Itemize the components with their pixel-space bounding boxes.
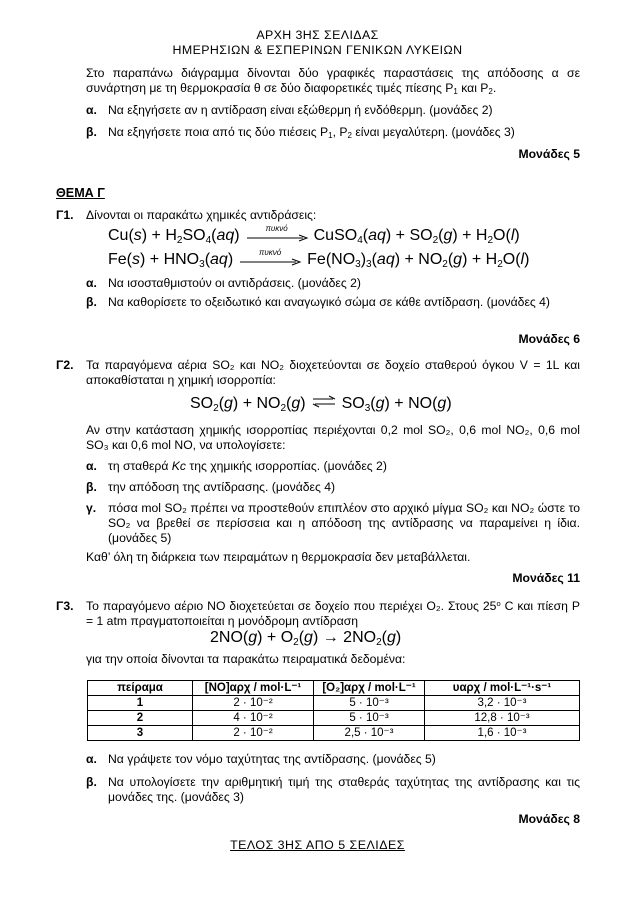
reaction-arrow-icon: [245, 234, 309, 242]
page-header-line2: ΗΜΕΡΗΣΙΩΝ & ΕΣΠΕΡΙΝΩΝ ΓΕΝΙΚΩΝ ΛΥΚΕΙΩΝ: [172, 43, 463, 57]
marks-g3: Μονάδες 8: [518, 812, 580, 826]
equation-equilibrium: $SO_2(g) + NO_2(g) SO_3(g) + NO(g)$: [190, 395, 452, 414]
g3-text2: για την οποία δίνονται τα παρακάτω πειραματικά δεδομένα:: [86, 652, 406, 666]
table-header-row: [88, 681, 580, 696]
g2-note: Καθ’ όλη τη διάρκεια των πειραμάτων η θερμοκρασία δεν μεταβάλλεται.: [86, 550, 471, 564]
page-header-line1: ΑΡΧΗ 3ΗΣ ΣΕΛΙΔΑΣ: [256, 28, 379, 42]
question-number-g2: Γ2.: [56, 358, 74, 372]
marks-g2: Μονάδες 11: [512, 571, 580, 585]
question-number-g1: Γ1.: [56, 208, 74, 222]
table-cell: 2,5 · 10⁻³: [314, 726, 425, 741]
theme-heading: ΘΕΜΑ Γ: [56, 186, 105, 200]
table-header-cell: υαρχ / mol·L⁻¹·s⁻¹: [425, 681, 580, 696]
table-cell: 5 · 10⁻³: [314, 711, 425, 726]
table-cell: 1: [88, 696, 193, 711]
g2-text: Τα παραγόμενα αέρια SO₂ και NO₂ διοχετεύονται σε δοχείο σταθερού όγκου V = 1L και αποκαθίσταται η χημική ισορροπία:: [86, 358, 580, 387]
table-cell: 3,2 · 10⁻³: [425, 696, 580, 711]
table-header-cell: [NO]αρχ / mol·L⁻¹: [193, 681, 314, 696]
arrow-condition: πυκνό: [265, 224, 288, 233]
g1-text: Δίνονται οι παρακάτω χημικές αντιδράσεις:: [86, 208, 317, 222]
question-number-g3: Γ3.: [56, 599, 74, 613]
marks-g1: Μονάδες 6: [518, 332, 580, 346]
page-footer: ΤΕΛΟΣ 3ΗΣ ΑΠΟ 5 ΣΕΛΙΔΕΣ: [230, 838, 405, 852]
g3-text: Το παραγόμενο αέριο NO διοχετεύεται σε δοχείο που περιέχει O₂. Στους 25$^o$ C και πίεση P = 1 atm πραγματοποιείται η μονόδρομη αντίδραση: [86, 599, 580, 628]
table-header-cell: [O₂]αρχ / mol·L⁻¹: [314, 681, 425, 696]
table-header-cell: πείραμα: [88, 681, 193, 696]
table-cell: 4 · 10⁻²: [193, 711, 314, 726]
arrow-icon: →: [322, 629, 339, 646]
table-cell: 2: [88, 711, 193, 726]
intro-paragraph: Στο παραπάνω διάγραμμα δίνονται δύο γραφικές παραστάσεις της απόδοσης α σε συνάρτηση με τη θερμοκρασία θ σε δύο διαφορετικές τιμές πίεσης $P_1$ και $P_2$.: [86, 66, 580, 96]
marks-intro: Μονάδες 5: [518, 147, 580, 161]
table-row: [88, 696, 580, 711]
table-cell: 2 · 10⁻²: [193, 726, 314, 741]
reaction-arrow-icon: [238, 258, 302, 266]
equilibrium-arrow-icon: [311, 395, 337, 409]
equation-1: $Cu(s) + H_2SO_4(aq)$ πυκνό CuSO$_4$(aq) + $SO_2(g) + H_2O(l)$: [108, 224, 520, 246]
table-cell: 1,6 · 10⁻³: [425, 726, 580, 741]
table-cell: 12,8 · 10⁻³: [425, 711, 580, 726]
equation-2: $Fe(s) + HNO_3(aq)$ πυκνό $Fe(NO_3)_3(aq) + NO_2(g) + H_2O(l)$: [108, 248, 530, 270]
table-row: [88, 711, 580, 726]
equation-no-o2: $2NO(g) + O_2(g) \to 2NO_2(g)$: [210, 629, 402, 648]
table-cell: 3: [88, 726, 193, 741]
table-cell: 5 · 10⁻³: [314, 696, 425, 711]
g2-text2: Αν στην κατάσταση χημικής ισορροπίας περιέχονται 0,2 mol SO₂, 0,6 mol NO₂, 0,6 mol SO₃ και 0,6 mol NO, να υπολογίσετε:: [86, 423, 580, 452]
table-cell: 2 · 10⁻²: [193, 696, 314, 711]
table-row: [88, 726, 580, 741]
experimental-data-table: [87, 680, 580, 741]
